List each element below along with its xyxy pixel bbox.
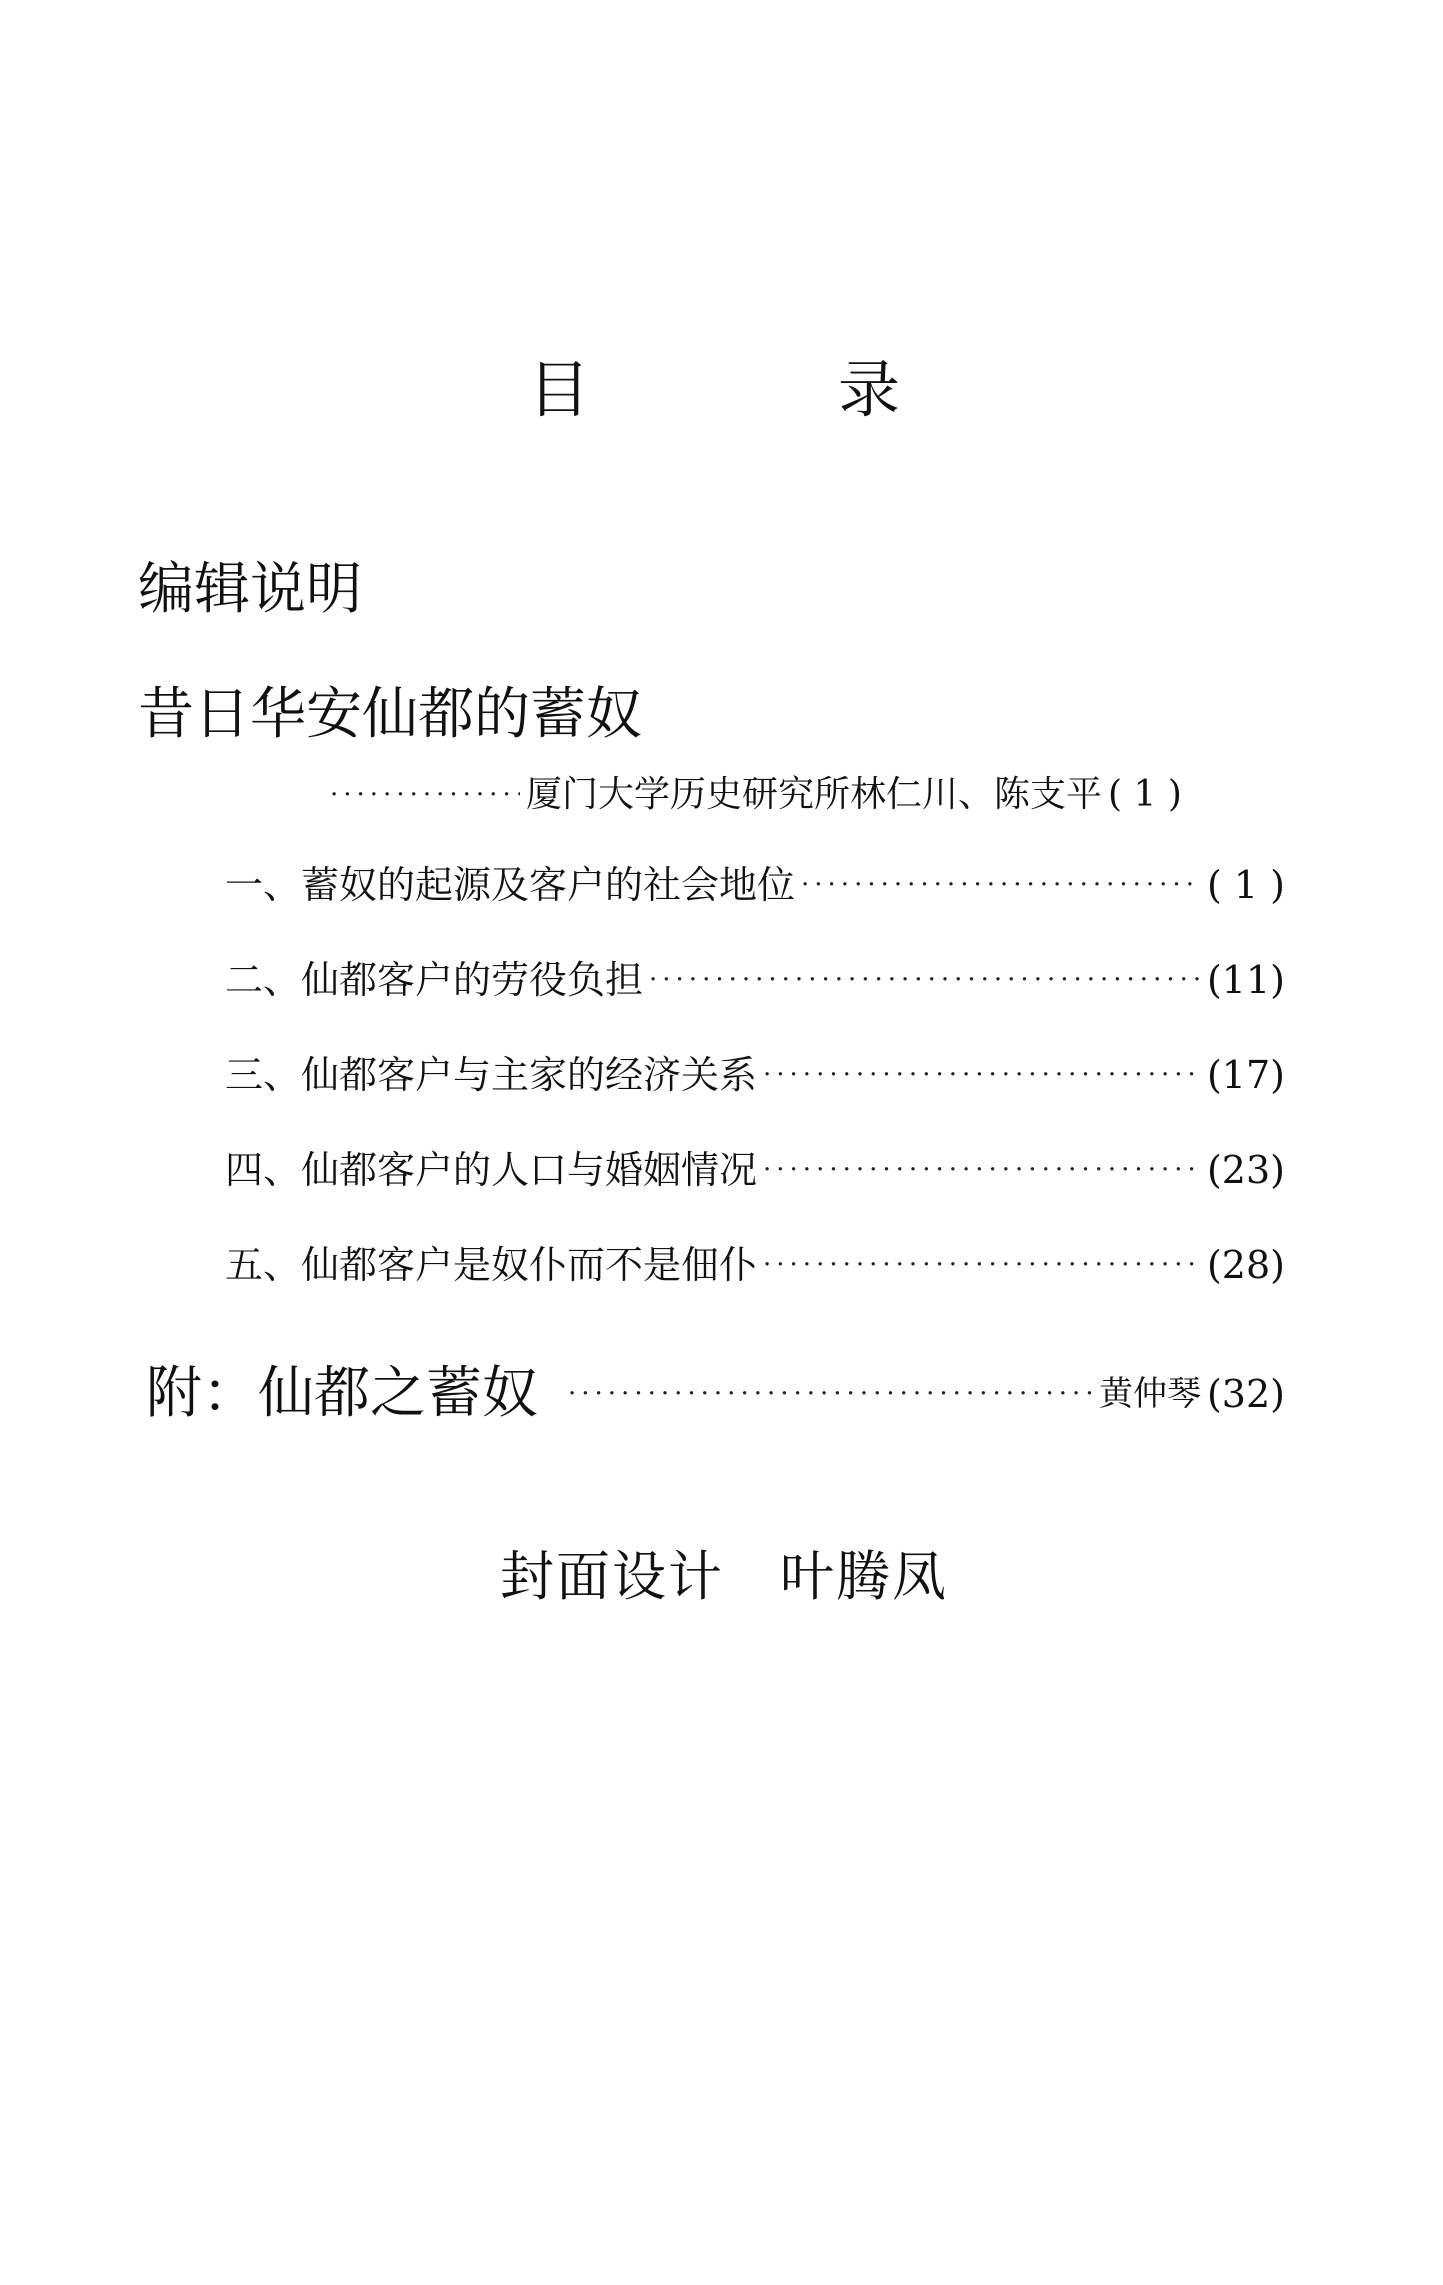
section-label: 五、仙都客户是奴仆而不是佃仆 — [225, 1243, 758, 1287]
leader-dots — [330, 770, 520, 820]
cover-design-credit: 封面设计 叶腾凤 — [500, 1545, 948, 1608]
main-article-page: ( 1 ) — [1108, 774, 1182, 815]
main-article-title: 昔日华安仙都的蓄奴 — [138, 682, 642, 747]
appendix-author: 黄仲琴 — [1098, 1374, 1201, 1414]
section-label: 四、仙都客户的人口与婚姻情况 — [225, 1148, 758, 1192]
section-label: 三、仙都客户与主家的经济关系 — [225, 1053, 758, 1097]
toc-title-char-1: 目 — [528, 353, 591, 426]
section-label: 二、仙都客户的劳役负担 — [225, 958, 644, 1002]
leader-dots — [763, 1145, 1199, 1195]
main-article-author: 厦门大学历史研究所林仁川、陈支平 — [526, 774, 1103, 815]
section-page: (28) — [1206, 1243, 1285, 1287]
leader-dots — [763, 1050, 1199, 1100]
toc-section-3 — [225, 1050, 1285, 1100]
leader-dots — [763, 1240, 1199, 1290]
leader-dots — [649, 955, 1199, 1005]
appendix-page: (32) — [1206, 1372, 1285, 1416]
toc-section-4 — [225, 1145, 1285, 1195]
toc-section-5 — [225, 1240, 1285, 1290]
appendix-row — [146, 1362, 1285, 1426]
section-page: (23) — [1206, 1148, 1285, 1192]
section-page: (11) — [1206, 958, 1285, 1002]
toc-section-1 — [225, 860, 1285, 910]
main-article-author-row — [330, 770, 1285, 820]
editor-note-heading: 编辑说明 — [138, 557, 362, 622]
toc-title-char-2: 录 — [838, 353, 901, 426]
section-label: 一、蓄奴的起源及客户的社会地位 — [225, 863, 796, 907]
leader-dots — [801, 860, 1199, 910]
appendix-label: 附：仙都之蓄奴 — [146, 1361, 538, 1426]
section-page: ( 1 ) — [1207, 863, 1285, 907]
toc-section-2 — [225, 955, 1285, 1005]
leader-dots — [568, 1369, 1091, 1419]
section-page: (17) — [1206, 1053, 1285, 1097]
